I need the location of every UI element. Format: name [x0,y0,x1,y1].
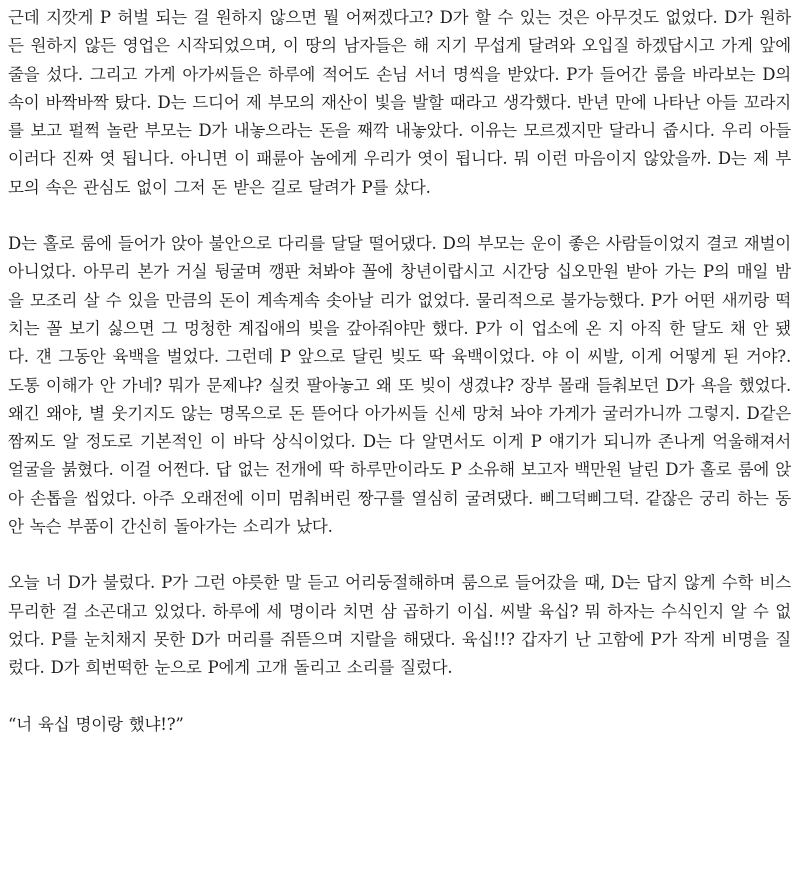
dialogue-line: “너 육십 명이랑 했냐!?” [8,714,184,734]
paragraph-gap [8,202,791,230]
paragraph-1: 근데 지깟게 P 허벌 되는 걸 원하지 않으면 뭘 어쩌겠다고? D가 할 수 있는 것은 아무것도 없었다. D가 원하든 원하지 않든 영업은 시작되었으며, 이 땅의 남자들은 해 지기 무섭게 달려와 오입질 하겠답시고 가게 앞에 줄을 섰다. 그리고 가게 아가씨들은 하루에 적어도 손님 서너 명씩을 받았다. P가 들어간 룸을 바라보는 D의 속이 바짝바짝 탔다. D는 드디어 제 부모의 재산이 빛을 발할 때라고 생각했다. 반년 만에 나타난 아들 꼬라지를 보고 펄쩍 놀란 부모는 D가 내놓으라는 돈을 째깍 내놓았다. 이유는 모르겠지만 달라니 줍시다. 우리 아들 이러다 진짜 엿 됩니다. 아니면 이 패륜아 놈에게 우리가 엿이 됩니다. 뭐 이런 마음이지 않았을까. D는 제 부모의 속은 관심도 없이 그저 돈 받은 길로 달려가 P를 샀다. [8,8,791,197]
paragraph-3: 오늘 너 D가 불렀다. P가 그런 야릇한 말 듣고 어리둥절해하며 룸으로 들어갔을 때, D는 답지 않게 수학 비스무리한 걸 소곤대고 있었다. 하루에 세 명이라 치면 삼 곱하기 이십. 씨발 육십? 뭐 하자는 수식인지 알 수 없었다. P를 눈치채지 못한 D가 머리를 쥐뜯으며 지랄을 해댔다. 육십!!? 갑자기 난 고함에 P가 작게 비명을 질렀다. D가 희번떡한 눈으로 P에게 고개 돌리고 소리를 질렀다. [8,573,791,678]
paragraph-gap [8,683,791,711]
paragraph-2: D는 홀로 룸에 들어가 앉아 불안으로 다리를 달달 떨어댔다. D의 부모는 운이 좋은 사람들이었지 결코 재벌이 아니었다. 아무리 본가 거실 뒹굴며 깽판 쳐봐야 꼴에 창년이랍시고 시간당 십오만원 받아 가는 P의 매일 밤을 모조리 살 수 있을 만큼의 돈이 계속계속 솟아날 리가 없었다. 물리적으로 불가능했다. P가 어떤 새끼랑 떡치는 꼴 보기 싫으면 그 멍청한 계집애의 빚을 갚아줘야만 했다. P가 이 업소에 온 지 아직 한 달도 채 안 됐다. 걘 그동안 육백을 벌었다. 그런데 P 앞으로 달린 빚도 딱 육백이었다. 야 이 씨발, 이게 어떻게 된 거야?. 도통 이해가 안 가네? 뭐가 문제냐? 실컷 팔아놓고 왜 또 빚이 생겼냐? 장부 몰래 들춰보던 D가 욕을 했었다. 왜긴 왜야, 별 웃기지도 않는 명목으로 돈 뜯어다 아가씨들 신세 망쳐 놔야 가게가 굴러가니까 그렇지. D같은 짬찌도 알 정도로 기본적인 이 바닥 상식이었다. D는 다 알면서도 이게 P 얘기가 되니까 존나게 억울해져서 얼굴을 붉혔다. 이걸 어쩐다. 답 없는 전개에 딱 하루만이라도 P 소유해 보고자 백만원 날린 D가 홀로 룸에 앉아 손톱을 씹었다. 아주 오래전에 이미 멈춰버린 짱구를 열심히 굴려댔다. 삐그덕삐그덕. 같잖은 궁리 하는 동안 녹슨 부품이 간신히 돌아가는 소리가 났다. [8,234,791,537]
paragraph-gap [8,541,791,569]
